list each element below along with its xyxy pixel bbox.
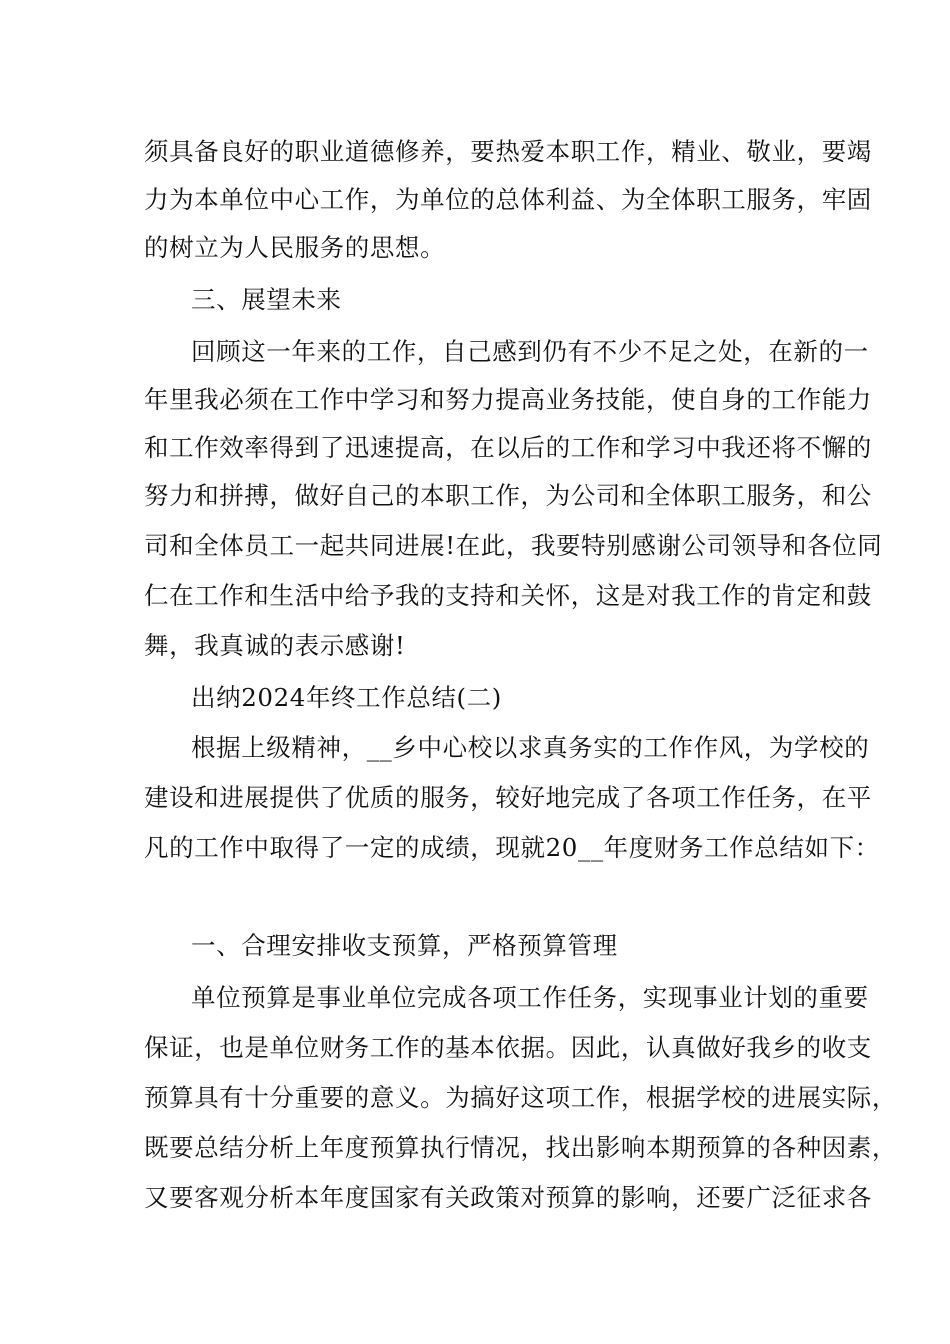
text-line: 既要总结分析上年度预算执行情况，找出影响本期预算的各种因素，	[144, 1133, 897, 1162]
document-title: 出纳2024年终工作总结(二)	[191, 683, 502, 712]
text-line: 须具备良好的职业道德修养，要热爱本职工作，精业、敬业，要竭	[144, 137, 872, 166]
text-line: 保证，也是单位财务工作的基本依据。因此，认真做好我乡的收支	[144, 1033, 872, 1062]
text-line: 力为本单位中心工作，为单位的总体利益、为全体职工服务，牢固	[144, 185, 872, 214]
text-line: 司和全体员工一起共同进展!在此，我要特别感谢公司领导和各位同	[144, 531, 883, 560]
text-line: 和工作效率得到了迅速提高，在以后的工作和学习中我还将不懈的	[144, 433, 872, 462]
text-line: 根据上级精神，__乡中心校以求真务实的工作作风，为学校的	[191, 733, 870, 762]
text-line: 单位预算是事业单位完成各项工作任务，实现事业计划的重要	[191, 983, 869, 1012]
section-heading: 三、展望未来	[191, 285, 342, 314]
text-line: 年里我必须在工作中学习和努力提高业务技能，使自身的工作能力	[144, 385, 872, 414]
text-line: 回顾这一年来的工作，自己感到仍有不少不足之处，在新的一	[191, 337, 869, 366]
text-line: 努力和拼搏，做好自己的本职工作，为公司和全体职工服务，和公	[144, 481, 872, 510]
text-line: 舞，我真诚的表示感谢!	[144, 631, 406, 660]
text-line: 的树立为人民服务的思想。	[144, 233, 446, 262]
text-line: 预算具有十分重要的意义。为搞好这项工作，根据学校的进展实际，	[144, 1083, 897, 1112]
text-line: 建设和进展提供了优质的服务，较好地完成了各项工作任务，在平	[144, 783, 872, 812]
text-line: 又要客观分析本年度国家有关政策对预算的影响，还要广泛征求各	[144, 1183, 872, 1212]
text-line: 仁在工作和生活中给予我的支持和关怀，这是对我工作的肯定和鼓	[144, 581, 872, 610]
section-heading: 一、合理安排收支预算，严格预算管理	[191, 931, 618, 960]
text-line: 凡的工作中取得了一定的成绩，现就20__年度财务工作总结如下：	[144, 833, 880, 862]
